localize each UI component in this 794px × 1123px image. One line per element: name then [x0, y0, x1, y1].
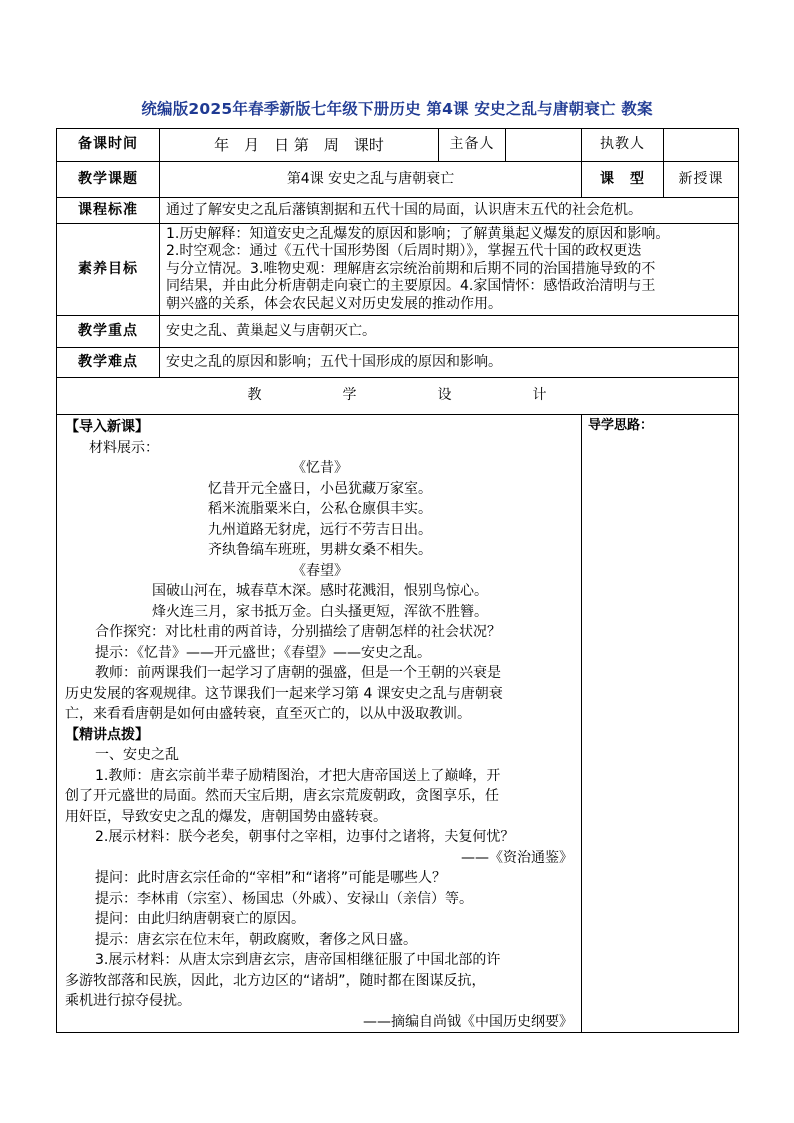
poem1-title: 《忆昔》: [292, 460, 348, 476]
prep-time-label: 备课时间: [57, 129, 160, 162]
poem1-line: 九州道路无豺虎，远行不劳吉日出。: [208, 521, 432, 538]
design-char: 设: [437, 387, 453, 404]
row-topic: [57, 162, 739, 198]
quote-source: ——《资治通鉴》: [461, 849, 573, 866]
teacher-text: 亡，来看看唐朝是如何由盛转衰，直至灭亡的，以从中汲取教训。: [65, 706, 471, 722]
poem2-line: 国破山河在，城春草木深。感时花溅泪，恨别鸟惊心。: [152, 583, 488, 599]
key-points-value: 安史之乱、黄巢起义与唐朝灭亡。: [160, 316, 739, 348]
row-design-header: [57, 378, 739, 415]
key-points-label: 教学重点: [57, 316, 160, 348]
hint-text: 提示：《忆昔》——开元盛世；《春望》——安史之乱。: [95, 644, 431, 661]
row-prep-time: [57, 129, 739, 162]
goals-line: 2.时空观念：通过《五代十国形势图（后周时期）》，掌握五代十国的政权更迭: [166, 243, 642, 260]
document-title: 统编版2025年春季新版七年级下册历史 第4课 安史之乱与唐朝衰亡 教案: [141, 100, 653, 118]
poem1-line: 稻米流脂粟米白，公私仓廪俱丰实。: [208, 501, 432, 517]
goals-label: 素养目标: [57, 224, 160, 316]
goals-line: 同结果，并由此分析唐朝走向衰亡的主要原因。4.家国情怀：感悟政治清明与王: [166, 278, 656, 295]
row-design-content: [57, 415, 739, 1033]
intro-heading: 【导入新课】: [65, 419, 149, 435]
topic-label: 教学课题: [57, 162, 160, 198]
material-label: 材料展示：: [89, 439, 159, 456]
row-goals: [57, 224, 739, 316]
teaching-content: [57, 415, 582, 1033]
teacher-value: [664, 129, 739, 162]
teacher-text: 教师：前两课我们一起学习了唐朝的强盛，但是一个王朝的兴衰是: [95, 665, 501, 681]
paragraph-line: 多游牧部落和民族，因此，北方边区的“诸胡”，随时都在图谋反抗，: [65, 972, 486, 989]
difficulty-label: 教学难点: [57, 348, 160, 378]
goals-value: [160, 224, 739, 316]
hint-text: 提示：唐玄宗在位末年，朝政腐败，奢侈之风日盛。: [95, 931, 417, 948]
poem1-line: 齐纨鲁缟车班班，男耕女桑不相失。: [208, 542, 432, 558]
paragraph-line: 1.教师：唐玄宗前半辈子励精图治，才把大唐帝国送上了巅峰，开: [95, 767, 501, 784]
design-char: 教: [247, 387, 263, 404]
section-heading: 一、安史之乱: [95, 747, 179, 763]
row-key-points: [57, 316, 739, 348]
design-char: 计: [532, 387, 548, 404]
goals-line: 朝兴盛的关系，体会农民起义对历史发展的推动作用。: [166, 295, 502, 312]
preparer-value: [506, 129, 582, 162]
question-text: 提问：由此归纳唐朝衰亡的原因。: [95, 911, 305, 927]
paragraph-line: 用奸臣，导致安史之乱的爆发，唐朝国势由盛转衰。: [65, 808, 387, 825]
hint-text: 提示：李林甫（宗室）、杨国忠（外戚）、安禄山（亲信）等。: [95, 890, 473, 907]
material-quote: 2.展示材料：朕今老矣，朝事付之宰相，边事付之诸将，夫复何忧？: [95, 829, 515, 845]
difficulty-value: 安史之乱的原因和影响；五代十国形成的原因和影响。: [160, 348, 739, 378]
preparer-label: 主备人: [439, 129, 506, 162]
standard-value: 通过了解安史之乱后藩镇割据和五代十国的局面，认识唐末五代的社会危机。: [160, 198, 739, 224]
explore-question: 合作探究：对比杜甫的两首诗，分别描绘了唐朝怎样的社会状况？: [95, 624, 501, 640]
goals-line: 1.历史解释：知道安史之乱爆发的原因和影响；了解黄巢起义爆发的原因和影响。: [166, 225, 670, 242]
paragraph-line: 3.展示材料：从唐太宗到唐玄宗，唐帝国相继征服了中国北部的许: [95, 952, 501, 968]
type-value: 新授课: [664, 162, 739, 198]
teaching-design-heading: [57, 378, 739, 415]
explain-heading: 【精讲点拨】: [65, 726, 149, 743]
lesson-plan-table: [56, 128, 739, 1033]
paragraph-line: 创了开元盛世的局面。然而天宝后期，唐玄宗荒废朝政，贪图享乐，任: [65, 788, 499, 804]
poem2-line: 烽火连三月，家书抵万金。白头搔更短，浑欲不胜簪。: [152, 603, 488, 620]
quote-source: ——摘编自尚钺《中国历史纲要》: [363, 1013, 573, 1030]
teacher-text: 历史发展的客观规律。这节课我们一起来学习第 4 课安史之乱与唐朝衰: [65, 685, 503, 702]
teacher-label: 执教人: [582, 129, 664, 162]
date-field: 年 月 日 第 周 课时: [160, 129, 439, 162]
row-difficulty: [57, 348, 739, 378]
standard-label: 课程标准: [57, 198, 160, 224]
poem2-title: 《春望》: [292, 562, 348, 579]
guide-label: 导学思路：: [588, 418, 654, 433]
guide-notes: [582, 415, 739, 1033]
design-char: 学: [342, 387, 358, 404]
type-label: 课 型: [582, 162, 664, 198]
question-text: 提问：此时唐玄宗任命的“宰相”和“诸将”可能是哪些人？: [95, 870, 447, 886]
topic-value: 第4课 安史之乱与唐朝衰亡: [160, 162, 582, 198]
poem1-line: 忆昔开元全盛日，小邑犹藏万家室。: [208, 480, 432, 497]
goals-line: 与分立情况。3.唯物史观：理解唐玄宗统治前期和后期不同的治国措施导致的不: [166, 260, 656, 277]
paragraph-line: 乘机进行掠夺侵扰。: [65, 993, 191, 1009]
row-standard: [57, 198, 739, 224]
